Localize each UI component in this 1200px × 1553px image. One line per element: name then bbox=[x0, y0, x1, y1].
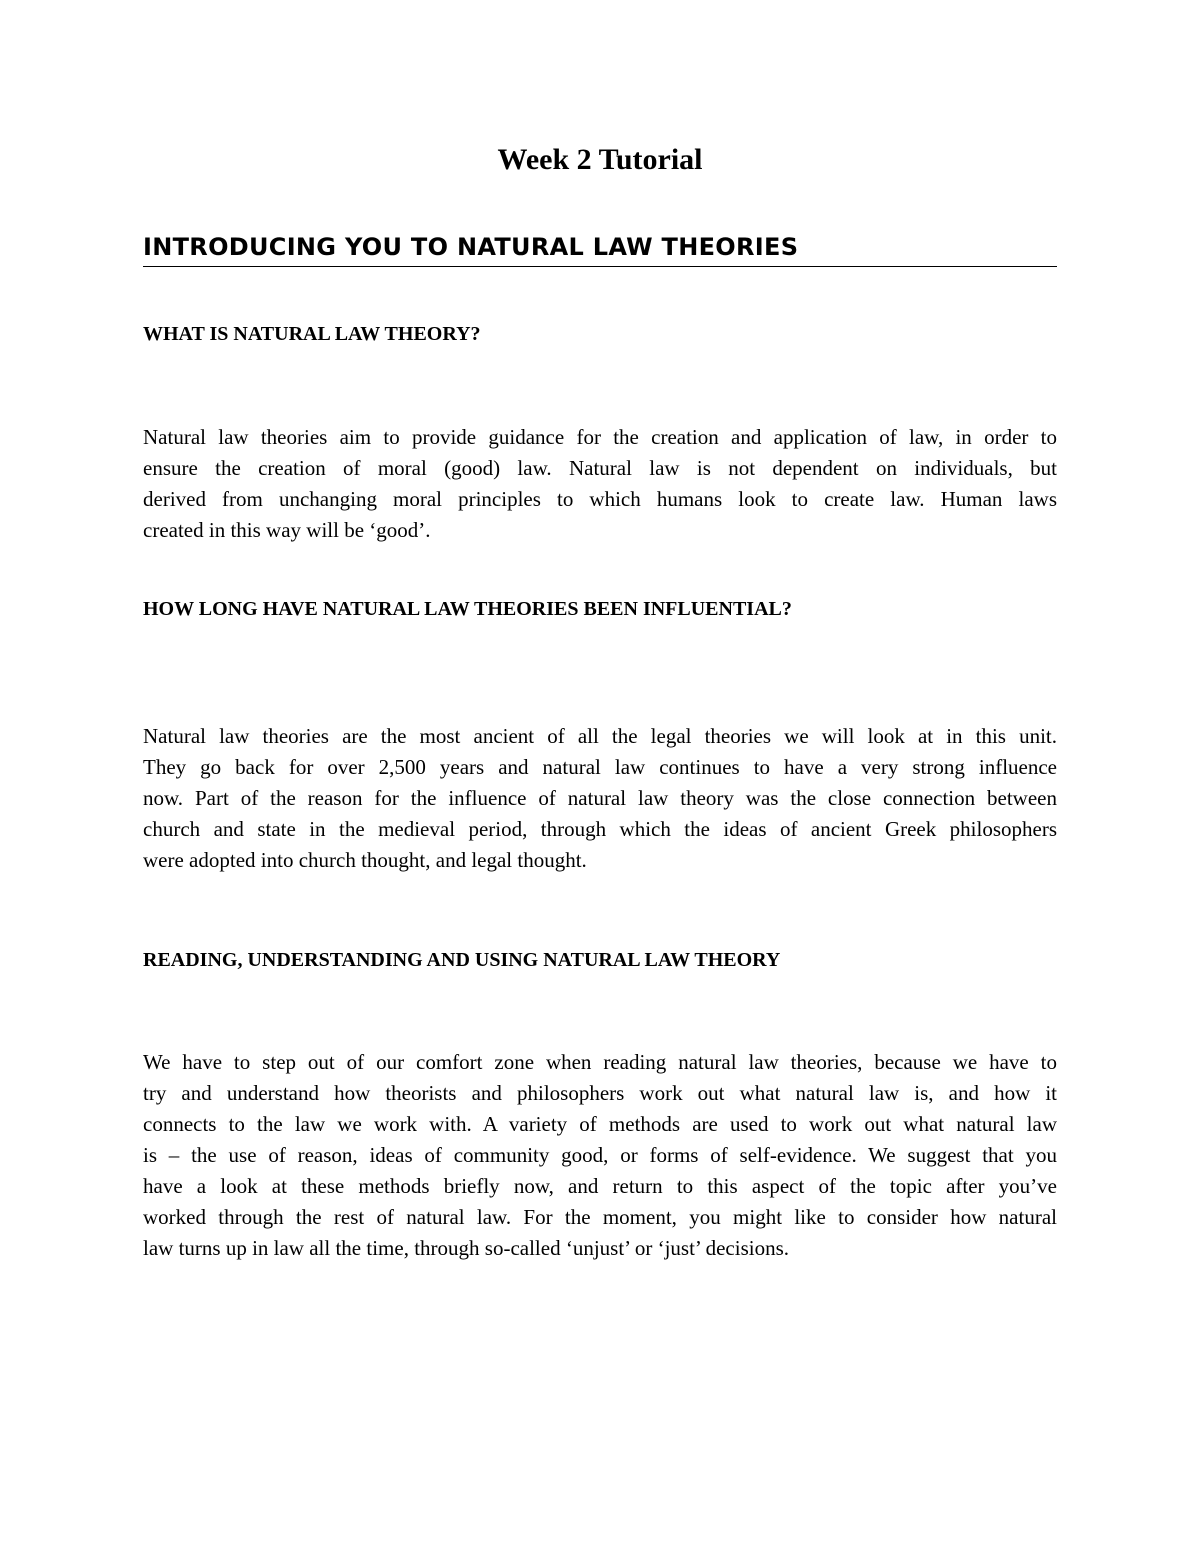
section-heading-what-is: WHAT IS NATURAL LAW THEORY? bbox=[143, 323, 481, 345]
paragraph-line: Natural law theories aim to provide guidance for the creation and application of law, in order to bbox=[143, 425, 1057, 449]
paragraph-line: connects to the law we work with. A variety of methods are used to work out what natural law bbox=[143, 1112, 1057, 1136]
paragraph-line: ensure the creation of moral (good) law. Natural law is not dependent on individuals, but bbox=[143, 456, 1057, 480]
paragraph-how-long bbox=[143, 721, 1057, 876]
paragraph-line: is – the use of reason, ideas of community good, or forms of self-evidence. We suggest that you bbox=[143, 1143, 1057, 1167]
paragraph-line: Natural law theories are the most ancient of all the legal theories we will look at in this unit. bbox=[143, 724, 1057, 748]
paragraph-line: derived from unchanging moral principles to which humans look to create law. Human laws bbox=[143, 487, 1057, 511]
paragraph-reading bbox=[143, 1047, 1057, 1264]
paragraph-line: worked through the rest of natural law. For the moment, you might like to consider how natural bbox=[143, 1205, 1057, 1229]
paragraph-line: church and state in the medieval period, through which the ideas of ancient Greek philosophers bbox=[143, 817, 1057, 841]
paragraph-line: were adopted into church thought, and legal thought. bbox=[143, 848, 587, 872]
paragraph-what-is bbox=[143, 422, 1057, 546]
paragraph-line: try and understand how theorists and philosophers work out what natural law is, and how it bbox=[143, 1081, 1057, 1105]
paragraph-line: law turns up in law all the time, through so-called ‘unjust’ or ‘just’ decisions. bbox=[143, 1236, 790, 1260]
paragraph-line: have a look at these methods briefly now, and return to this aspect of the topic after you’ve bbox=[143, 1174, 1057, 1198]
main-heading: INTRODUCING YOU TO NATURAL LAW THEORIES bbox=[143, 230, 1057, 267]
paragraph-line: now. Part of the reason for the influence of natural law theory was the close connection between bbox=[143, 786, 1057, 810]
section-heading-how-long: HOW LONG HAVE NATURAL LAW THEORIES BEEN INFLUENTIAL? bbox=[143, 598, 792, 620]
document-title: Week 2 Tutorial bbox=[497, 143, 703, 176]
section-heading-reading: READING, UNDERSTANDING AND USING NATURAL LAW THEORY bbox=[143, 949, 781, 971]
paragraph-line: They go back for over 2,500 years and natural law continues to have a very strong influence bbox=[143, 755, 1057, 779]
paragraph-line: created in this way will be ‘good’. bbox=[143, 518, 431, 542]
paragraph-line: We have to step out of our comfort zone when reading natural law theories, because we have to bbox=[143, 1050, 1057, 1074]
